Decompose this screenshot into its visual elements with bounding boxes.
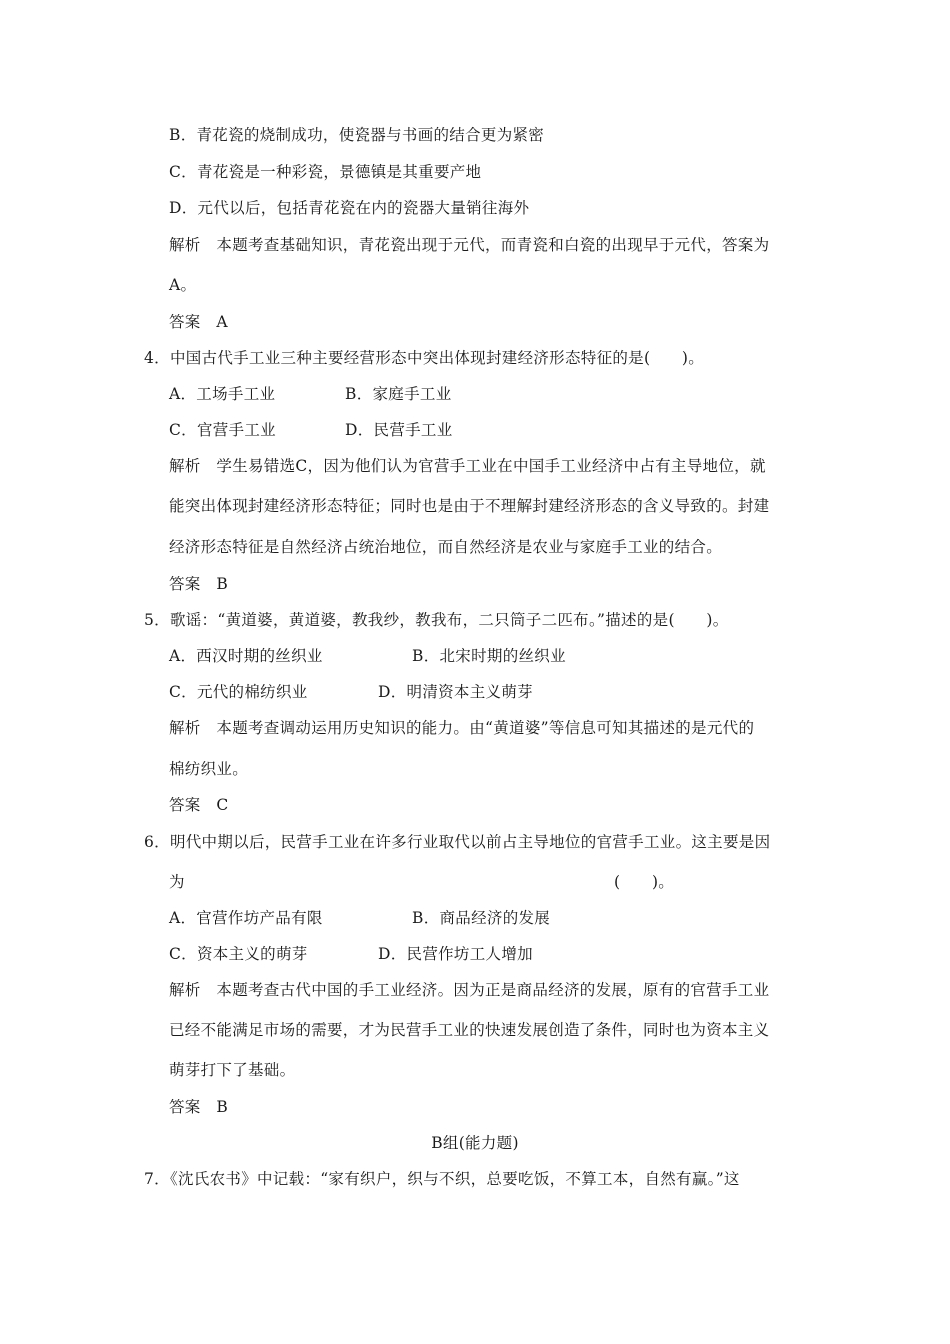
q6-stem-line1: 6．明代中期以后，民营手工业在许多行业取代以前占主导地位的官营手工业。这主要是因 [144,833,771,851]
q4-analysis-line1: 解析 学生易错选C，因为他们认为官营手工业在中国手工业经济中占有主导地位，就 [169,457,766,475]
q5-analysis-line1: 解析 本题考查调动运用历史知识的能力。由“黄道婆”等信息可知其描述的是元代的 [169,719,755,737]
q4-stem: 4．中国古代手工业三种主要经营形态中突出体现封建经济形态特征的是( )。 [144,349,705,367]
q6-option-b: B．商品经济的发展 [412,909,551,927]
q4-answer: 答案 B [169,575,229,593]
q5-analysis-line2: 棉纺织业。 [169,760,249,778]
q6-answer: 答案 B [169,1098,229,1116]
q3-analysis-line2: A。 [169,276,197,294]
q6-stem-blank: ( )。 [614,873,675,891]
q6-analysis-line1: 解析 本题考查古代中国的手工业经济。因为正是商品经济的发展，原有的官营手工业 [169,981,770,999]
q4-option-c: C．官营手工业 [169,421,276,439]
q6-analysis-line2: 已经不能满足市场的需要，才为民营手工业的快速发展创造了条件，同时也为资本主义 [169,1021,770,1039]
q4-option-b: B．家庭手工业 [345,385,452,403]
q4-analysis-line2: 能突出体现封建经济形态特征；同时也是由于不理解封建经济形态的含义导致的。封建 [169,497,770,515]
q7-stem-line1: 7．《沈氏农书》中记载：“家有织户，织与不织，总要吃饭，不算工本，自然有赢。”这 [144,1170,740,1188]
q4-analysis-line3: 经济形态特征是自然经济占统治地位，而自然经济是农业与家庭手工业的结合。 [169,538,723,556]
q5-stem: 5．歌谣：“黄道婆，黄道婆，教我纱，教我布，二只筒子二匹布。”描述的是( )。 [144,611,729,629]
q3-option-b: B．青花瓷的烧制成功，使瓷器与书画的结合更为紧密 [169,126,545,144]
q5-option-c: C．元代的棉纺织业 [169,683,308,701]
section-b-title: B组(能力题) [431,1134,519,1152]
q3-analysis-line1: 解析 本题考查基础知识，青花瓷出现于元代，而青瓷和白瓷的出现早于元代，答案为 [169,236,770,254]
q6-option-c: C．资本主义的萌芽 [169,945,308,963]
q5-option-b: B．北宋时期的丝织业 [412,647,566,665]
q6-stem-line2: 为 [169,873,185,891]
q6-analysis-line3: 萌芽打下了基础。 [169,1061,296,1079]
q5-option-d: D．明清资本主义萌芽 [378,683,533,701]
q3-option-d: D．元代以后，包括青花瓷在内的瓷器大量销往海外 [169,199,530,217]
q6-option-d: D．民营作坊工人增加 [378,945,533,963]
q4-option-a: A．工场手工业 [169,385,276,403]
q4-option-d: D．民营手工业 [345,421,453,439]
q5-option-a: A．西汉时期的丝织业 [169,647,323,665]
q3-option-c: C．青花瓷是一种彩瓷，景德镇是其重要产地 [169,163,482,181]
q5-answer: 答案 C [169,796,229,814]
q6-option-a: A．官营作坊产品有限 [169,909,323,927]
q3-answer: 答案 A [169,313,228,331]
